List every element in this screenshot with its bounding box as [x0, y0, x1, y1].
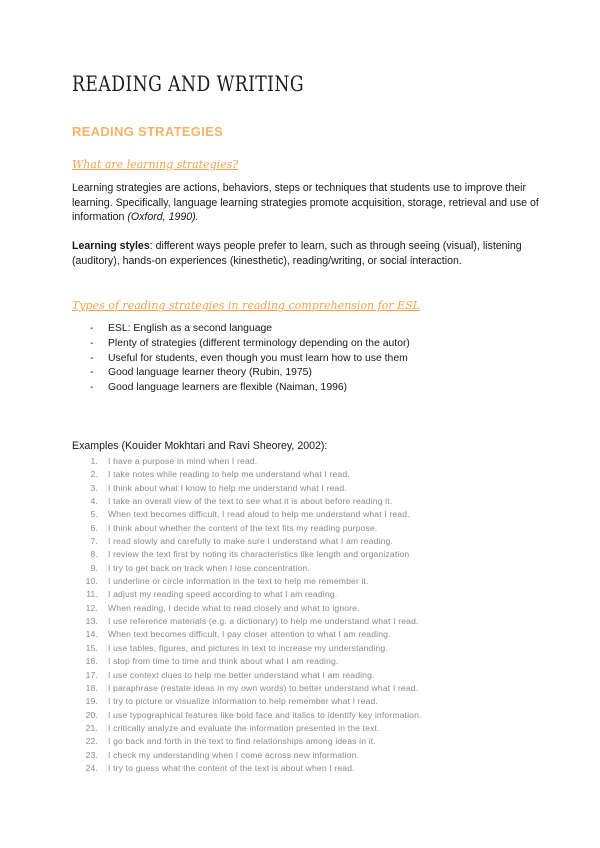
example-item: [72, 749, 422, 762]
example-text: I read slowly and carefully to make sure I understand what I am reading.: [108, 536, 393, 547]
example-number: 11.: [86, 589, 98, 600]
bullet-text: Plenty of strategies (different terminology depending on the autor): [108, 337, 410, 349]
bullet-list: [72, 322, 410, 396]
bullet-text: Useful for students, even though you must learn how to use them: [108, 352, 408, 364]
example-number: 10.: [85, 576, 98, 587]
example-item: [72, 535, 422, 548]
example-number: 19.: [85, 696, 98, 707]
example-number: 6.: [90, 522, 98, 533]
example-text: I paraphrase (restate ideas in my own words) to better understand what I read.: [108, 682, 419, 693]
definition-text: Learning strategies are actions, behaviors, steps or techniques that students use to improve their learning. Specifically, language learning strategies promote acquisition, storage, retrieval and use of information: [72, 182, 539, 223]
example-item: [72, 695, 422, 708]
example-text: I stop from time to time and think about what I am reading.: [108, 656, 339, 667]
example-text: I review the text first by noting its characteristics like length and organization: [108, 549, 410, 560]
example-number: 1.: [90, 456, 98, 466]
example-number: 4.: [90, 496, 98, 507]
example-number: 22.: [85, 736, 98, 747]
example-text: I use reference materials (e.g. a dictionary) to help me understand what I read.: [108, 616, 419, 627]
example-number: 18.: [85, 682, 98, 693]
example-text: I adjust my reading speed according to what I am reading.: [108, 589, 338, 600]
example-text: I take an overall view of the text to see what it is about before reading it.: [108, 496, 393, 507]
example-item: [72, 575, 422, 588]
example-text: I have a purpose in mind when I read.: [108, 456, 258, 466]
example-item: [72, 588, 422, 601]
types-heading: Types of reading strategies in reading comprehension for ESL: [72, 299, 420, 312]
definition-citation: (Oxford, 1990).: [127, 211, 199, 223]
example-text: I use typographical features like bold face and italics to identify key information.: [108, 709, 422, 720]
example-item: [72, 482, 422, 495]
example-item: [72, 682, 422, 695]
bullet-item: [72, 381, 410, 396]
example-text: I take notes while reading to help me understand what I read.: [108, 469, 350, 480]
example-number: 2.: [90, 469, 98, 480]
bullet-item: [72, 322, 410, 337]
example-text: I go back and forth in the text to find relationships among ideas in it.: [108, 736, 376, 747]
example-text: I critically analyze and evaluate the information presented in the text.: [108, 722, 380, 733]
bullet-dash: -: [90, 367, 94, 379]
example-item: [72, 455, 422, 468]
learning-styles-term: Learning styles: [72, 240, 150, 252]
example-text: When text becomes difficult, I read aloud to help me understand what I read.: [108, 509, 410, 520]
example-item: [72, 669, 422, 682]
example-text: I try to get back on track when I lose concentration.: [108, 562, 310, 573]
bullet-dash: -: [90, 352, 94, 364]
learning-strategies-question-heading: What are learning strategies?: [72, 158, 239, 171]
example-item: [72, 655, 422, 668]
example-item: [72, 709, 422, 722]
example-text: When reading, I decide what to read closely and what to ignore.: [108, 602, 360, 613]
example-item: [72, 562, 422, 575]
example-item: [72, 522, 422, 535]
example-item: [72, 468, 422, 481]
example-number: 9.: [90, 562, 98, 573]
definition-paragraph: [72, 181, 540, 225]
bullet-item: [72, 352, 410, 367]
example-item: [72, 602, 422, 615]
example-item: [72, 508, 422, 521]
examples-intro: Examples (Kouider Mokhtari and Ravi Sheorey, 2002):: [72, 440, 328, 452]
example-text: I try to guess what the content of the text is about when I read.: [108, 762, 355, 773]
example-number: 3.: [90, 482, 98, 493]
example-item: [72, 495, 422, 508]
example-text: I underline or circle information in the text to help me remember it.: [108, 576, 369, 587]
example-number: 14.: [85, 629, 98, 640]
bullet-text: Good language learners are flexible (Naiman, 1996): [108, 382, 348, 394]
document-title: READING AND WRITING: [72, 72, 305, 96]
bullet-item: [72, 337, 410, 352]
example-text: I think about whether the content of the text fits my reading purpose.: [108, 522, 378, 533]
example-number: 23.: [85, 749, 98, 760]
example-number: 13.: [85, 616, 98, 627]
section-title: READING STRATEGIES: [72, 124, 224, 139]
example-number: 17.: [85, 669, 98, 680]
example-number: 8.: [90, 549, 98, 560]
example-item: [72, 722, 422, 735]
example-item: [72, 615, 422, 628]
example-number: 15.: [85, 642, 98, 653]
example-item: [72, 735, 422, 748]
bullet-dash: -: [90, 323, 94, 334]
example-text: I use tables, figures, and pictures in text to increase my understanding.: [108, 642, 388, 653]
example-item: [72, 548, 422, 561]
example-number: 21.: [85, 722, 98, 733]
learning-styles-text: : different ways people prefer to learn, such as through seeing (visual), listening (auditory), hands-on experiences (kinesthetic), reading/writing, or social interaction.: [72, 240, 522, 267]
bullet-dash: -: [90, 337, 94, 349]
example-number: 7.: [90, 536, 98, 547]
example-text: I check my understanding when I come across new information.: [108, 749, 360, 760]
example-number: 20.: [85, 709, 98, 720]
example-text: I think about what I know to help me understand what I read.: [108, 482, 347, 493]
example-number: 16.: [85, 656, 98, 667]
bullet-text: Good language learner theory (Rubin, 1975): [108, 367, 312, 379]
example-number: 12.: [85, 602, 98, 613]
bullet-item: [72, 366, 410, 381]
examples-list: [72, 455, 422, 775]
bullet-text: ESL: English as a second language: [108, 323, 273, 334]
example-item: [72, 642, 422, 655]
example-text: I try to picture or visualize information to help remember what I read.: [108, 696, 379, 707]
learning-styles-paragraph: [72, 239, 540, 268]
bullet-dash: -: [90, 382, 94, 394]
example-number: 5.: [90, 509, 98, 520]
example-item: [72, 762, 422, 775]
example-item: [72, 628, 422, 641]
example-number: 24.: [85, 762, 98, 773]
example-text: When text becomes difficult, I pay closer attention to what I am reading.: [108, 629, 391, 640]
example-text: I use context clues to help me better understand what I am reading.: [108, 669, 375, 680]
